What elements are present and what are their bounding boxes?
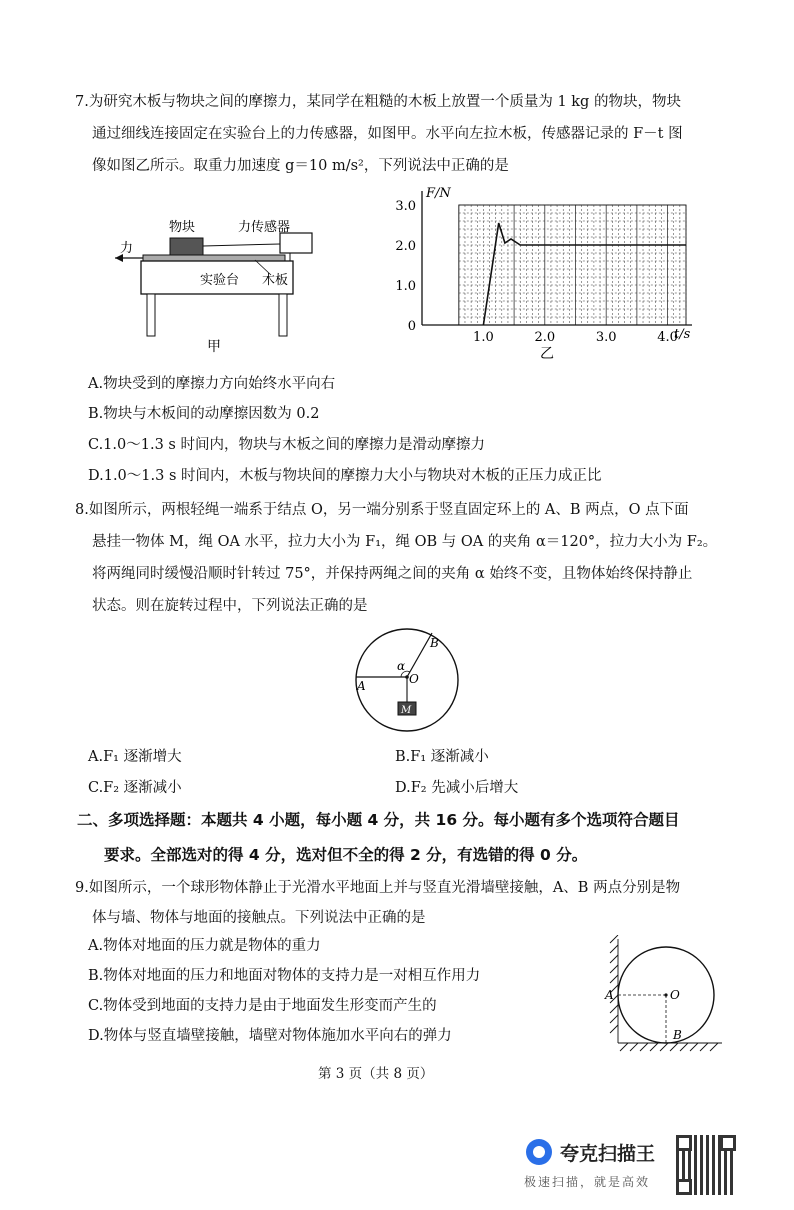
q8-line2: 悬挂一物体 M，绳 OA 水平，拉力大小为 F₁，绳 OB 与 OA 的夹角 α＝120°，拉力大小为 F₂。 [92, 534, 718, 550]
q7-line1: 7.为研究木板与物块之间的摩擦力，某同学在粗糙的木板上放置一个质量为 1 kg 的物块，物块 [75, 94, 681, 110]
chart-x-tick-label: 2.0 [534, 330, 556, 345]
q7-fig-label-board: 木板 [262, 273, 289, 288]
chart-x-tick-label: 1.0 [473, 330, 494, 345]
q9-option-b: B.物体对地面的压力和地面对物体的支持力是一对相互作用力 [88, 968, 481, 984]
chart-x-tick-label: 4.0 [657, 330, 678, 345]
q8-line3: 将两绳同时缓慢沿顺时针转过 75°，并保持两绳之间的夹角 α 始终不变，且物体始终保持静止 [92, 566, 693, 582]
q8-option-b: B.F₁ 逐渐减小 [395, 749, 489, 765]
q7-option-b: B.物块与木板间的动摩擦因数为 0.2 [88, 406, 320, 422]
q7-fig-label-table: 实验台 [200, 273, 240, 288]
q8-fig-label-a: A [357, 679, 366, 693]
q7-fig-label-force: 力 [120, 241, 134, 256]
q9-fig-label-o: O [670, 988, 680, 1002]
chart-caption-yi: 乙 [540, 346, 554, 362]
section2-heading-line2: 要求。全部选对的得 4 分，选对但不全的得 2 分，有选错的得 0 分。 [104, 846, 588, 864]
q8-line4: 状态。则在旋转过程中，下列说法正确的是 [92, 598, 368, 614]
q7-option-d: D.1.0～1.3 s 时间内，木板与物块间的摩擦力大小与物块对木板的正压力成正比 [88, 468, 602, 484]
qr-code-icon [676, 1135, 736, 1195]
q7-option-a: A.物块受到的摩擦力方向始终水平向右 [88, 376, 336, 392]
q8-option-a: A.F₁ 逐渐增大 [88, 749, 182, 765]
chart-y-tick-label: 2.0 [395, 239, 416, 254]
watermark-brand: 夸克扫描王 [560, 1143, 656, 1165]
quark-logo-icon [526, 1139, 552, 1165]
scanner-watermark [518, 1135, 748, 1197]
watermark-slogan: 极速扫描，就是高效 [524, 1175, 651, 1189]
page-number: 第 3 页（共 8 页） [318, 1066, 434, 1082]
q9-option-c: C.物体受到地面的支持力是由于地面发生形变而产生的 [88, 998, 437, 1014]
q9-fig-label-b: B [673, 1028, 682, 1042]
q8-fig-label-b: B [430, 636, 439, 650]
chart-y-tick-label: 0 [407, 319, 416, 334]
q7-fig-label-sensor: 力传感器 [238, 220, 291, 235]
q9-option-a: A.物体对地面的压力就是物体的重力 [88, 938, 321, 954]
q7-line2: 通过细线连接固定在实验台上的力传感器，如图甲。水平向左拉木板，传感器记录的 F－t 图 [92, 126, 683, 142]
q8-fig-label-o: O [409, 672, 419, 686]
q8-line1: 8.如图所示，两根轻绳一端系于结点 O，另一端分别系于竖直固定环上的 A、B 两点，O 点下面 [75, 502, 689, 518]
chart-xlabel: t/s [674, 327, 691, 342]
q9-line1: 9.如图所示，一个球形物体静止于光滑水平地面上并与竖直光滑墙壁接触，A、B 两点分别是物 [75, 880, 681, 896]
q9-fig-label-a: A [605, 988, 614, 1002]
section2-heading-line1: 二、多项选择题：本题共 4 小题，每小题 4 分，共 16 分。每小题有多个选项符合题目 [77, 811, 680, 829]
chart-y-tick-label: 3.0 [395, 199, 416, 214]
q7-fig-label-block: 物块 [169, 220, 196, 235]
q7-option-c: C.1.0～1.3 s 时间内，物块与木板之间的摩擦力是滑动摩擦力 [88, 437, 485, 453]
chart-y-tick-label: 1.0 [395, 279, 416, 294]
chart-ylabel: F/N [426, 186, 451, 201]
q8-option-d: D.F₂ 先减小后增大 [395, 780, 519, 796]
q7-figure-yi-chart [390, 180, 700, 365]
q8-fig-label-m: M [401, 705, 412, 716]
q9-line2: 体与墙、物体与地面的接触点。下列说法中正确的是 [92, 910, 426, 926]
q7-fig-caption-jia: 甲 [207, 339, 221, 355]
q8-option-c: C.F₂ 逐渐减小 [88, 780, 182, 796]
q7-line3: 像如图乙所示。取重力加速度 g＝10 m/s²，下列说法中正确的是 [92, 158, 509, 174]
q9-figure-ball-wall [598, 935, 728, 1053]
q7-figure-jia [105, 195, 335, 355]
q9-option-d: D.物体与竖直墙壁接触，墙壁对物体施加水平向右的弹力 [88, 1028, 452, 1044]
chart-x-tick-label: 3.0 [595, 330, 617, 345]
q8-fig-label-alpha: α [397, 659, 406, 673]
q8-figure-ring [345, 625, 470, 735]
